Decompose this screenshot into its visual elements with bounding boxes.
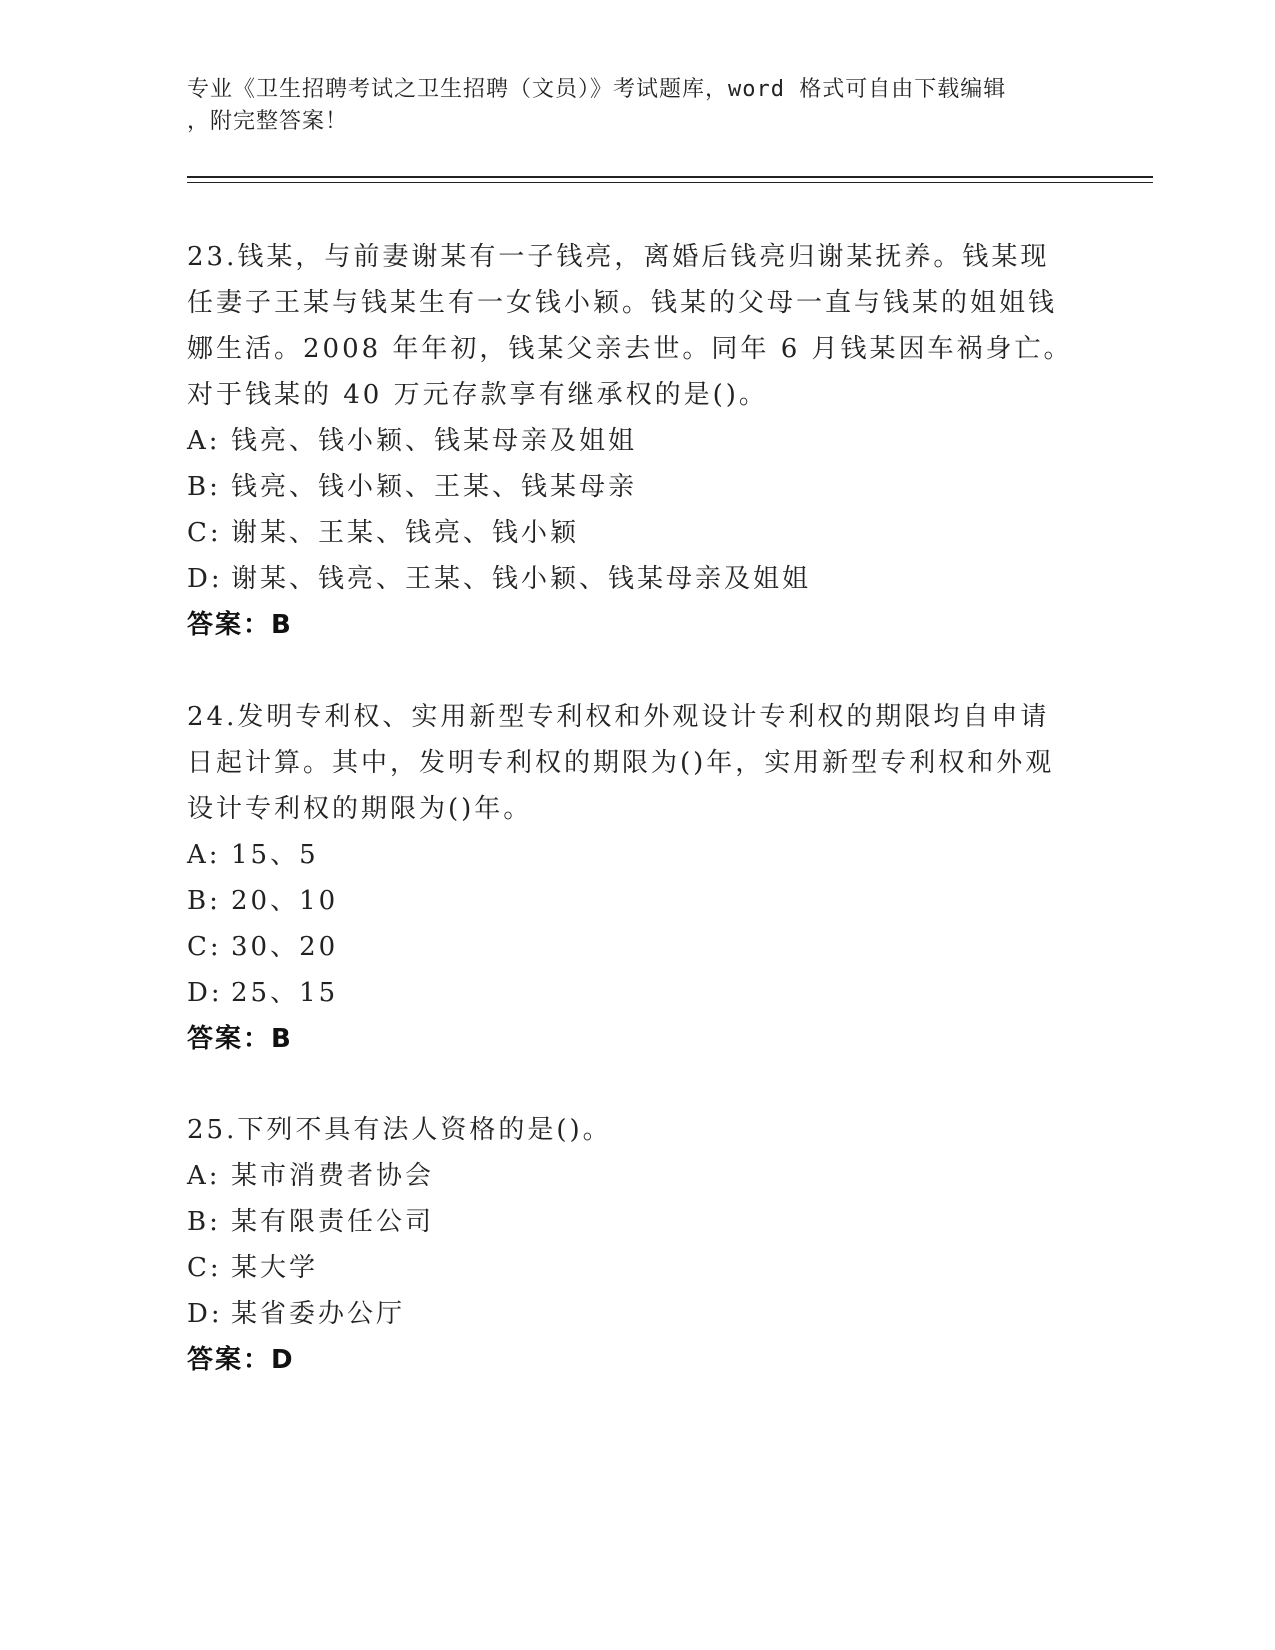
- option-c: [187, 1245, 1077, 1291]
- option-key: C:: [187, 932, 222, 962]
- answer-label: 答案：B: [187, 1024, 293, 1054]
- option-c: [187, 510, 1077, 556]
- option-key: A:: [187, 840, 221, 870]
- option-a: [187, 1153, 1077, 1199]
- option-text: 25、15: [231, 978, 339, 1008]
- option-text: 钱亮、钱小颖、钱某母亲及姐姐: [231, 426, 638, 456]
- option-key: A:: [187, 1161, 221, 1191]
- option-text: 某省委办公厅: [231, 1299, 406, 1329]
- option-text: 谢某、王某、钱亮、钱小颖: [231, 518, 580, 548]
- option-key: C:: [187, 518, 222, 548]
- option-text: 某市消费者协会: [231, 1161, 435, 1191]
- option-text: 15、5: [231, 840, 319, 870]
- option-a: [187, 418, 1077, 464]
- header-divider-thick: [187, 176, 1153, 178]
- document-header: [187, 74, 1067, 138]
- option-key: B:: [187, 472, 221, 502]
- option-d: [187, 970, 1077, 1016]
- question-23: [187, 234, 1077, 648]
- option-key: D:: [187, 1299, 223, 1329]
- option-text: 钱亮、钱小颖、王某、钱某母亲: [231, 472, 638, 502]
- option-b: [187, 1199, 1077, 1245]
- option-text: 30、20: [231, 932, 339, 962]
- question-25: [187, 1107, 1077, 1383]
- option-key: C:: [187, 1253, 222, 1283]
- option-text: 谢某、钱亮、王某、钱小颖、钱某母亲及姐姐: [231, 564, 812, 594]
- answer-label: 答案：B: [187, 610, 293, 640]
- option-key: B:: [187, 886, 221, 916]
- option-key: B:: [187, 1207, 221, 1237]
- option-text: 20、10: [231, 886, 339, 916]
- answer-label: 答案：D: [187, 1345, 295, 1375]
- option-key: A:: [187, 426, 221, 456]
- option-d: [187, 1291, 1077, 1337]
- header-divider-thin: [187, 182, 1153, 183]
- option-key: D:: [187, 564, 223, 594]
- question-text: 25.下列不具有法人资格的是()。: [187, 1115, 612, 1145]
- option-a: [187, 832, 1077, 878]
- header-line-1: 专业《卫生招聘考试之卫生招聘（文员）》考试题库，word 格式可自由下载编辑: [187, 77, 1007, 102]
- question-text: 24.发明专利权、实用新型专利权和外观设计专利权的期限均自申请日起计算。其中，发明专利权的期限为()年，实用新型专利权和外观设计专利权的期限为()年。: [187, 702, 1055, 824]
- option-text: 某有限责任公司: [231, 1207, 435, 1237]
- option-key: D:: [187, 978, 223, 1008]
- option-b: [187, 878, 1077, 924]
- option-d: [187, 556, 1077, 602]
- option-b: [187, 464, 1077, 510]
- option-text: 某大学: [231, 1253, 319, 1283]
- option-c: [187, 924, 1077, 970]
- question-text: 23.钱某，与前妻谢某有一子钱亮，离婚后钱亮归谢某抚养。钱某现任妻子王某与钱某生有一女钱小颖。钱某的父母一直与钱某的姐姐钱娜生活。2008 年年初，钱某父亲去世。同年 6 月钱某因车祸身亡。对于钱某的 40 万元存款享有继承权的是()。: [187, 242, 1073, 410]
- header-line-2: ，附完整答案！: [187, 109, 349, 134]
- question-24: [187, 694, 1077, 1062]
